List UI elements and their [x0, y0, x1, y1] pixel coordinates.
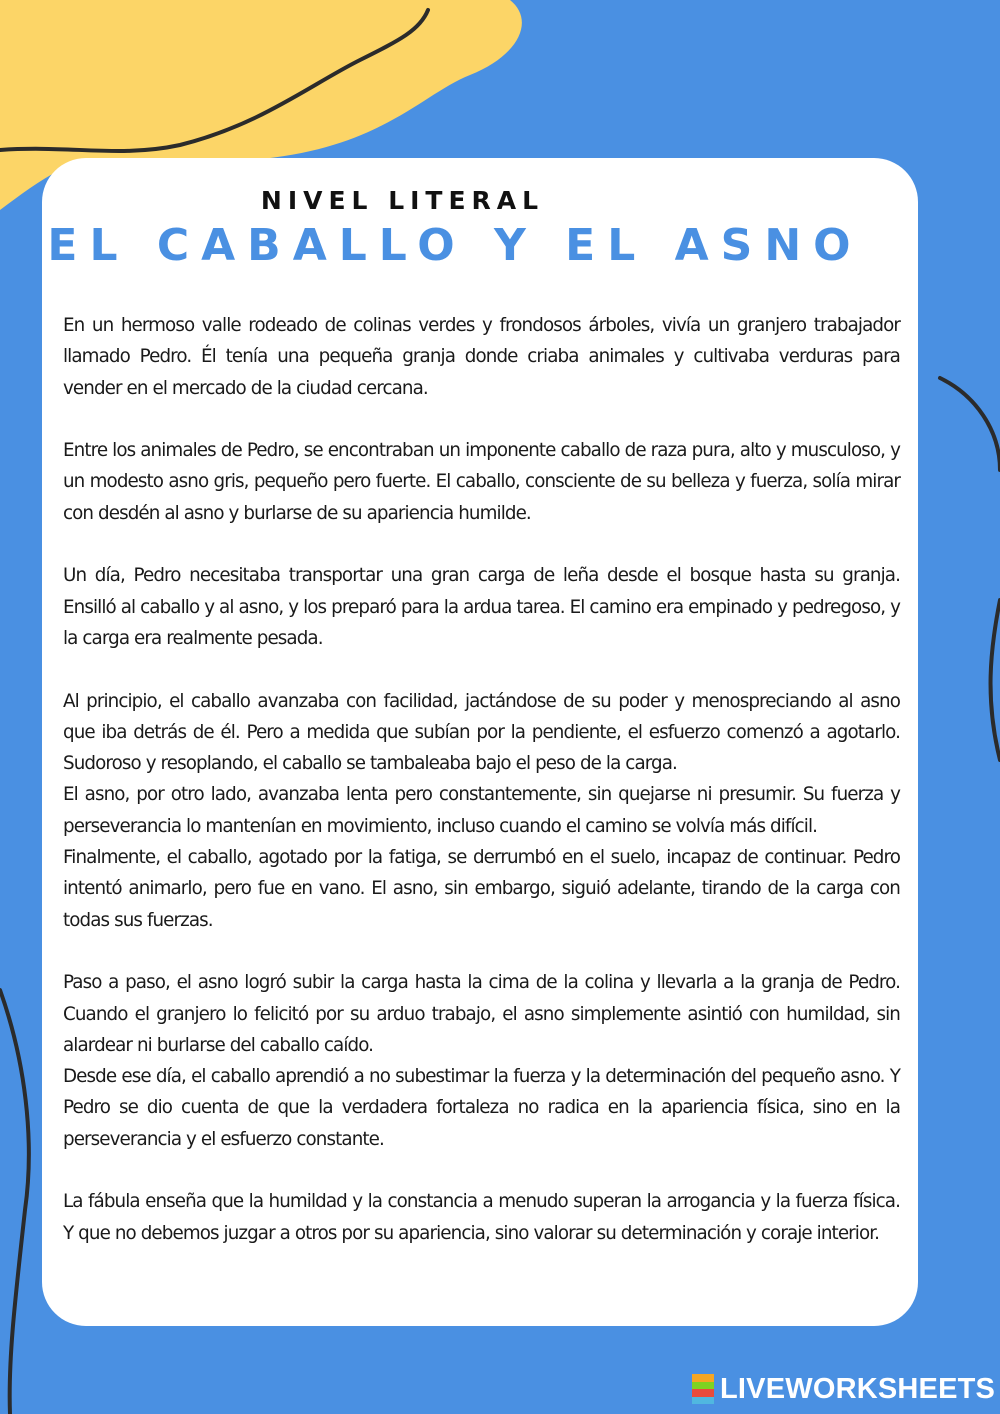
story-paragraph: Paso a paso, el asno logró subir la carga hasta la cima de la colina y llevarla a la granja de Pedro. Cuando el granjero lo felicitó por su arduo trabajo, el asno simplemente asintió con humildad, sin alardear ni burlarse del caballo caído.	[63, 972, 900, 1056]
brand-name: LIVEWORKSHEETS	[720, 1372, 996, 1405]
story-paragraph: El asno, por otro lado, avanzaba lenta pero constantemente, sin quejarse ni presumir. Su fuerza y perseverancia lo mantenían en movimiento, incluso cuando el camino se volvía más difícil.	[63, 784, 900, 837]
liveworksheets-logo[interactable]	[692, 1372, 995, 1406]
story-paragraph: En un hermoso valle rodeado de colinas verdes y frondosos árboles, vivía un granjero trabajador llamado Pedro. Él tenía una pequeña granja donde criaba animales y cultivaba verduras para vender en el mercado de la ciudad cercana.	[63, 315, 900, 399]
story-paragraph: Un día, Pedro necesitaba transportar una gran carga de leña desde el bosque hasta su granja. Ensilló al caballo y al asno, y los preparó para la ardua tarea. El camino era empinado y pedregoso, y la carga era realmente pesada.	[63, 565, 900, 649]
story-paragraph: Entre los animales de Pedro, se encontraban un imponente caballo de raza pura, alto y musculoso, y un modesto asno gris, pequeño pero fuerte. El caballo, consciente de su belleza y fuerza, solía mirar con desdén al asno y burlarse de su apariencia humilde.	[63, 440, 900, 524]
page-title: EL CABALLO Y EL ASNO	[47, 220, 863, 271]
story-text	[63, 310, 900, 1249]
liveworksheets-logo-icon	[692, 1374, 714, 1404]
right-curve-line	[940, 378, 1000, 760]
left-curve-line	[0, 990, 29, 1414]
level-subtitle: NIVEL LITERAL	[260, 186, 545, 215]
story-paragraph: La fábula enseña que la humildad y la constancia a menudo superan la arrogancia y la fuerza física. Y que no debemos juzgar a otros por su apariencia, sino valorar su determinación y coraje interior.	[63, 1191, 900, 1244]
story-paragraph: Finalmente, el caballo, agotado por la fatiga, se derrumbó en el suelo, incapaz de continuar. Pedro intentó animarlo, pero fue en vano. El asno, sin embargo, siguió adelante, tirando de la carga con todas sus fuerzas.	[63, 847, 900, 931]
story-paragraph: Al principio, el caballo avanzaba con facilidad, jactándose de su poder y menospreciando al asno que iba detrás de él. Pero a medida que subían por la pendiente, el esfuerzo comenzó a agotarlo. Sudoroso y resoplando, el caballo se tambaleaba bajo el peso de la carga.	[63, 690, 900, 775]
story-paragraph: Desde ese día, el caballo aprendió a no subestimar la fuerza y la determinación del pequeño asno. Y Pedro se dio cuenta de que la verdadera fortaleza no radica en la apariencia física, sino en la perseverancia y el esfuerzo constante.	[63, 1066, 900, 1150]
